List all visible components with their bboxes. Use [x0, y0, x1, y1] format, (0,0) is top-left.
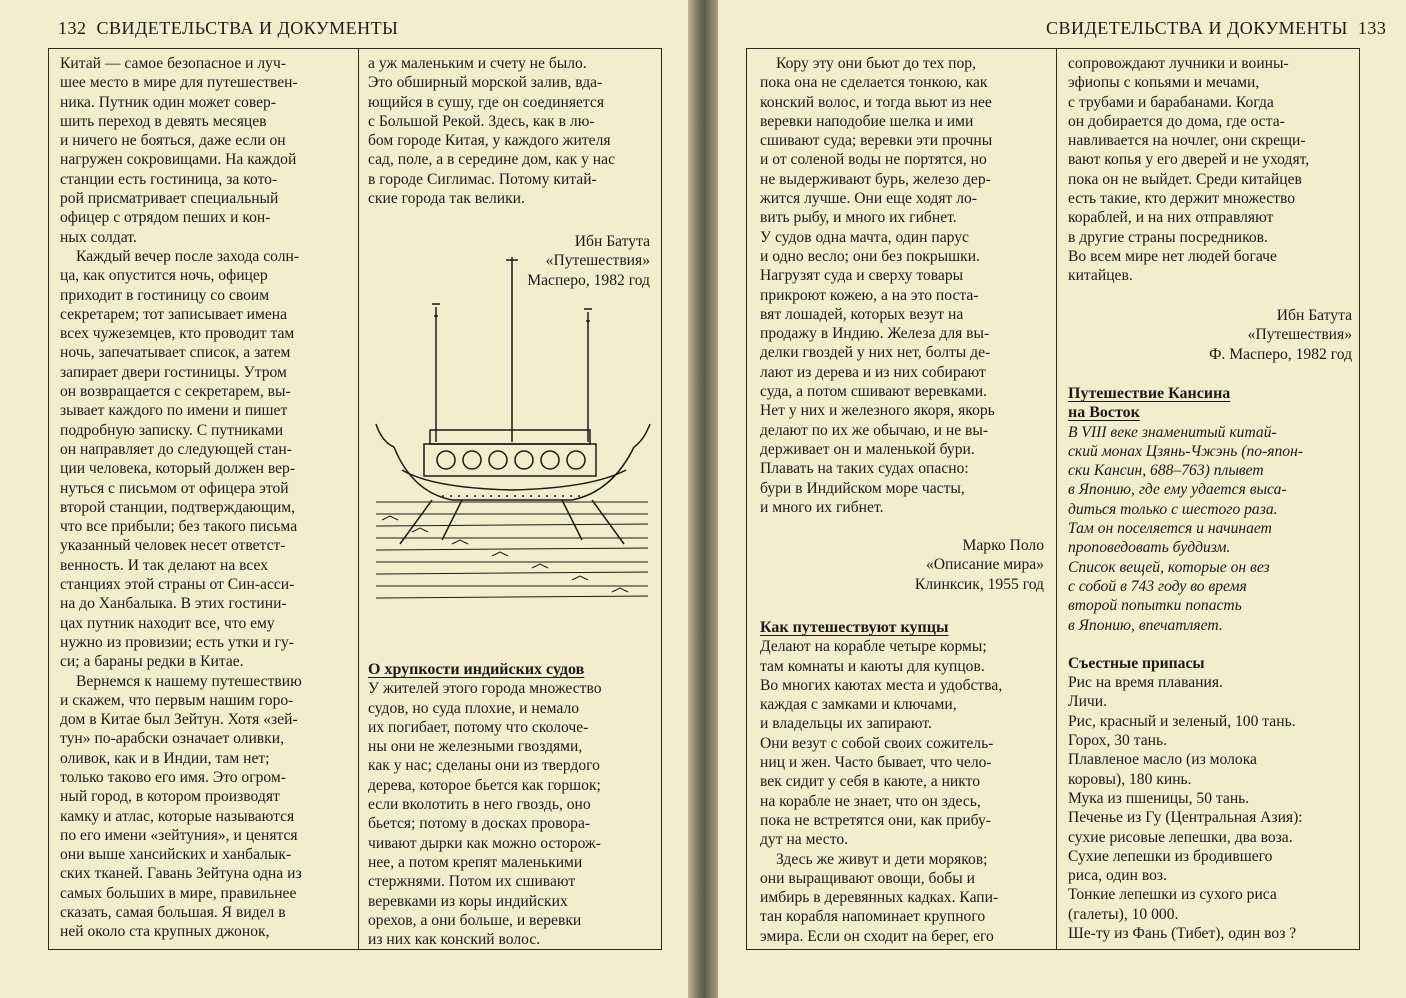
text-line: камку и атлас, которые называются [60, 807, 295, 825]
text-line: ника. Путник один может совер- [60, 93, 277, 111]
text-line: подробную записку. С путниками [60, 421, 284, 439]
text-line: зывает каждого по имени и пишет [60, 402, 288, 420]
text-line: ских тканей. Гавань Зейтуна одна из [60, 865, 302, 883]
text-line: секретарем; тот записывает имена [60, 305, 288, 323]
text-line: запирает двери гостиницы. Утром [60, 363, 287, 381]
left-column-1 [60, 54, 355, 946]
text-line: Во всем мире нет людей богаче [1068, 247, 1277, 265]
text-line: Китай — самое безопасное и луч- [60, 55, 287, 72]
text-line: они выше хансийских и ханбалык- [60, 846, 292, 864]
intro-line: проповедовать буддизм. [1068, 539, 1231, 557]
text-line: У жителей этого города множество [368, 680, 602, 698]
right-page [718, 0, 1406, 998]
intro-line: ски Кансин, 688–763) плывет [1068, 462, 1264, 480]
text-line: они выращивают овощи, бобы и [760, 869, 975, 887]
text-line: всех чужеземцев, кто проводит там [60, 325, 295, 343]
text-line: не выдерживают бурь, железо дер- [760, 170, 991, 188]
list-item: риса, один воз. [1068, 867, 1167, 885]
text-line: жится лучше. Они еще ходят ло- [760, 190, 978, 208]
text-line: каждая с замками и ключами, [760, 696, 957, 714]
list-item: Рис, красный и зеленый, 100 тань. [1068, 712, 1296, 730]
text-line: вают копья у его дверей и не уходят, [1068, 151, 1310, 169]
attribution-edition: Масперо, 1982 год [527, 271, 650, 289]
text-line: навливается на ночлег, они скрещи- [1068, 132, 1306, 150]
text-line: с Большой Рекой. Здесь, как в лю- [368, 112, 595, 130]
attribution-work: «Путешествия» [545, 252, 650, 270]
book-gutter [688, 0, 718, 998]
left-section-fragility [368, 660, 660, 950]
text-line: веревками из коры индийских [368, 892, 568, 910]
text-line: в другие страны посредников. [1068, 228, 1268, 246]
text-line: пока она не сделается тонкою, как [760, 74, 988, 92]
text-line: продажу в Индию. Железа для вы- [760, 325, 990, 343]
text-line: судов, но суда плохие, и немало [368, 699, 580, 717]
attribution-author: Ибн Батута [1276, 307, 1352, 324]
text-line: прикроют кожею, а на это поста- [760, 286, 979, 304]
attribution-edition: Ф. Масперо, 1982 год [1209, 345, 1352, 363]
list-item: (галеты), 10 000. [1068, 905, 1179, 923]
text-line: на до Ханбалыка. В этих гостини- [60, 595, 287, 613]
intro-line: Там он поселяется и начинает [1068, 520, 1272, 538]
section-heading: Как путешествуют купцы [760, 619, 949, 636]
text-line: вить рыбу, и много их гибнет. [760, 209, 957, 227]
text-line: и много их гибнет. [760, 498, 884, 516]
right-page-number: 133 [1357, 18, 1387, 38]
attribution-edition: Клинксик, 1955 год [914, 575, 1044, 593]
intro-line: ский монах Цзянь-Чжэнь (по-япон- [1068, 442, 1304, 460]
text-line: ный город, в котором производят [60, 788, 280, 806]
text-line: ночь, запечатывает список, а затем [60, 344, 291, 362]
list-item: Плавленое масло (из молока [1068, 751, 1257, 769]
text-line: ных солдат. [60, 228, 137, 246]
left-column-2-text [368, 54, 658, 214]
text-line: цах путник находит все, что ему [60, 614, 275, 632]
text-line: держивает он и маленькой бури. [760, 440, 975, 458]
text-line: дут на место. [760, 831, 849, 849]
text-line: как у нас; сделаны они из твердого [368, 757, 600, 775]
left-column-rule [358, 48, 359, 950]
text-line: оливок, как и в Индии, там нет; [60, 749, 270, 767]
text-line: он направляет до следующей стан- [60, 440, 292, 458]
text-line: лают из дерева и из них собирают [760, 363, 986, 381]
text-line: указанный человек несет ответст- [60, 537, 286, 555]
intro-line: Список вещей, которые он вез [1068, 558, 1270, 576]
list-item: Тонкие лепешки из сухого риса [1068, 886, 1277, 904]
text-line: ниц и жен. Часто бывает, что чело- [760, 754, 992, 772]
text-line: по его имени «зейтуния», и ценятся [60, 826, 298, 844]
text-line: самых больших в мире, правильнее [60, 884, 297, 902]
text-line: он возвращается с секретарем, вы- [60, 383, 291, 401]
text-line: есть такие, кто держит множество [1068, 190, 1296, 208]
text-line: тан корабля напоминает крупного [760, 908, 986, 926]
list-item: коровы), 180 кинь. [1068, 770, 1192, 788]
attribution-author: Марко Поло [962, 537, 1044, 554]
text-line: нагружен сокровищами. На каждой [60, 151, 297, 169]
text-line: китайцев. [1068, 267, 1133, 285]
spacer [1068, 635, 1360, 654]
text-line: их погибает, потому что сколоче- [368, 718, 589, 736]
text-line: если вколотить в него гвоздь, оно [368, 796, 591, 814]
attribution-work: «Путешествия» [1247, 326, 1352, 344]
text-line: Вернемся к нашему путешествию [76, 672, 302, 690]
text-line: рой присматривает специальный [60, 190, 279, 208]
text-line: бом городе Китая, у каждого жителя [368, 132, 611, 150]
intro-line: в Японию, где ему удается выса- [1068, 481, 1287, 499]
text-line: из них как конский волос. [368, 931, 541, 949]
text-line: сопровождают лучники и воины- [1068, 55, 1289, 72]
text-line: станциях этой страны от Син-асси- [60, 576, 295, 594]
text-line: ны они не железными гвоздями, [368, 738, 583, 756]
right-column-1-text [760, 54, 1052, 554]
left-running-title: СВИДЕТЕЛЬСТВА И ДОКУМЕНТЫ [96, 18, 399, 38]
text-line: Здесь же живут и дети моряков; [776, 850, 988, 868]
intro-line: диться только с шестого раза. [1068, 500, 1278, 518]
text-line: и ничего не бояться, даже если он [60, 132, 286, 150]
text-line: ские города так велики. [368, 190, 525, 208]
text-line: пока он не выйдет. Среди китайцев [1068, 170, 1302, 188]
right-column-rule [1056, 48, 1057, 950]
text-line: стержнями. Потом их сшивают [368, 873, 576, 891]
intro-line: второй попытки попасть [1068, 597, 1242, 615]
text-line: венность. И так делают на всех [60, 556, 269, 574]
intro-line: В VIII веке знаменитый китай- [1068, 423, 1277, 441]
list-item: сухие рисовые лепешки, два воза. [1068, 828, 1293, 846]
text-line: что все прибыли; без такого письма [60, 518, 298, 536]
text-line: пока не встретятся они, как прибу- [760, 811, 991, 829]
text-line: бури в Индийском море часты, [760, 479, 965, 497]
text-line: си; а бараны редки в Китае. [60, 653, 244, 671]
text-line: веревки наподобие шелка и ими [760, 112, 974, 130]
right-column-1-attribution [760, 536, 1044, 598]
right-running-head [1046, 18, 1386, 39]
left-page [0, 0, 688, 998]
text-line: вят лошадей, которых везут на [760, 305, 964, 323]
text-line: сшивают суда; веревки эти прочны [760, 132, 993, 150]
text-line: эмира. Если он сходит на берег, его [760, 927, 994, 945]
text-line: и владельцы их запирают. [760, 715, 932, 733]
text-line: нее, а потом крепят маленькими [368, 853, 583, 871]
section-heading-line-2: на Восток [1068, 404, 1140, 422]
text-line: Каждый вечер после захода солн- [76, 247, 300, 265]
list-item: Ше-ту из Фань (Тибет), один воз ? [1068, 925, 1297, 943]
text-line: делки гвоздей у них нет, болты де- [760, 344, 991, 362]
text-line: имбирь в деревянных кадках. Капи- [760, 889, 999, 907]
text-line: ней около ста крупных джонок, [60, 923, 270, 941]
intro-line: с собой в 743 году во время [1068, 577, 1247, 595]
text-line: Плавать на таких судах опасно: [760, 460, 969, 478]
text-line: Кору эту они бьют до тех пор, [776, 55, 976, 72]
list-item: Сухие лепешки из бродившего [1068, 847, 1273, 865]
right-running-title: СВИДЕТЕЛЬСТВА И ДОКУМЕНТЫ [1046, 18, 1348, 38]
text-line: Нагрузят суда и сверху товары [760, 267, 964, 285]
text-line: с трубами и барабанами. Когда [1068, 93, 1274, 111]
text-line: там комнаты и каюты для купцов. [760, 657, 985, 675]
section-heading-line-1: Путешествие Кансина [1068, 385, 1231, 402]
text-line: Делают на корабле четыре кормы; [760, 638, 987, 656]
right-column-2-text [1068, 54, 1358, 294]
text-line: только таково его имя. Это огром- [60, 768, 286, 786]
right-section-merchants [760, 618, 1054, 948]
text-line: кораблей, и на них отправляют [1068, 209, 1274, 227]
text-line: он добирается до дома, где оста- [1068, 112, 1285, 130]
text-line: сказать, самая большая. Я видел в [60, 904, 286, 922]
list-item: Личи. [1068, 693, 1108, 711]
section-heading: О хрупкости индийских судов [368, 661, 585, 678]
text-line: делают по их же обычаю, и не вы- [760, 421, 989, 439]
right-section-kansin [1068, 384, 1360, 948]
text-line: а уж маленьким и счету не было. [368, 55, 587, 72]
text-line: чивают дырки как можно осторож- [368, 834, 601, 852]
text-line: конский волос, и тогда вьют из нее [760, 93, 992, 111]
text-line: бьется; потому в досках провора- [368, 815, 591, 833]
text-line: ца, как опустится ночь, офицер [60, 267, 268, 285]
text-line: суда, а потом сшивают веревками. [760, 383, 987, 401]
text-line: в городе Сиглимас. Потому китай- [368, 170, 597, 188]
text-line: на корабле не знает, что он здесь, [760, 792, 981, 810]
list-item: Печенье из Гу (Центральная Азия): [1068, 809, 1303, 827]
text-line: орехов, а они больше, и веревки [368, 911, 582, 929]
text-line: дерева, которое бьется как горшок; [368, 776, 601, 794]
text-line: и одно весло; они без покрышки. [760, 247, 980, 265]
text-line: нуться с письмом от офицера этой [60, 479, 289, 497]
text-line: дом в Китае был Зейтун. Хотя «зей- [60, 711, 298, 729]
text-line: шее место в мире для путешествен- [60, 74, 298, 92]
text-line: офицер с отрядом пеших и кон- [60, 209, 271, 227]
attribution-work: «Описание мира» [925, 556, 1044, 574]
subheading-provisions: Съестные припасы [1068, 654, 1205, 672]
attribution-author: Ибн Батута [574, 233, 650, 250]
list-item: Горох, 30 тань. [1068, 732, 1168, 750]
text-line: и скажем, что первым нашим горо- [60, 691, 294, 709]
intro-line: в Японию, впечатляет. [1068, 616, 1223, 634]
text-line: тун» по-арабски означает оливки, [60, 730, 284, 748]
text-line: шить переход в девять месяцев [60, 112, 267, 130]
text-line: нужно из провизии; есть утки и гу- [60, 633, 294, 651]
text-line: Во многих каютах места и удобства, [760, 676, 1003, 694]
text-line: Это обширный морской залив, вда- [368, 74, 603, 92]
right-column-2-attribution [1068, 306, 1352, 368]
text-line: Они везут с собой своих сожитель- [760, 734, 994, 752]
text-line: станции есть гостиница, за кото- [60, 170, 278, 188]
text-line: Нет у них и железного якоря, якорь [760, 402, 995, 420]
list-item: Мука из пшеницы, 50 тань. [1068, 789, 1250, 807]
text-line: эфиопы с копьями и мечами, [1068, 74, 1260, 92]
text-line: сад, поле, а в середине дом, как у нас [368, 151, 615, 169]
text-line: и от соленой воды не портятся, но [760, 151, 987, 169]
text-line: приходит в гостиницу со своим [60, 286, 270, 304]
list-item: Рис на время плавания. [1068, 674, 1223, 692]
chinese-junk-illustration [372, 252, 652, 627]
text-line: ющийся в сушу, где он соединяется [368, 93, 605, 111]
left-running-head [58, 18, 398, 39]
text-line: второй станции, подтверждающим, [60, 498, 296, 516]
text-line: век сидит у себя в каюте, а никто [760, 773, 981, 791]
text-line: У судов одна мачта, один парус [760, 228, 969, 246]
text-line: ции человека, который должен вер- [60, 460, 296, 478]
left-page-number: 132 [58, 18, 87, 38]
